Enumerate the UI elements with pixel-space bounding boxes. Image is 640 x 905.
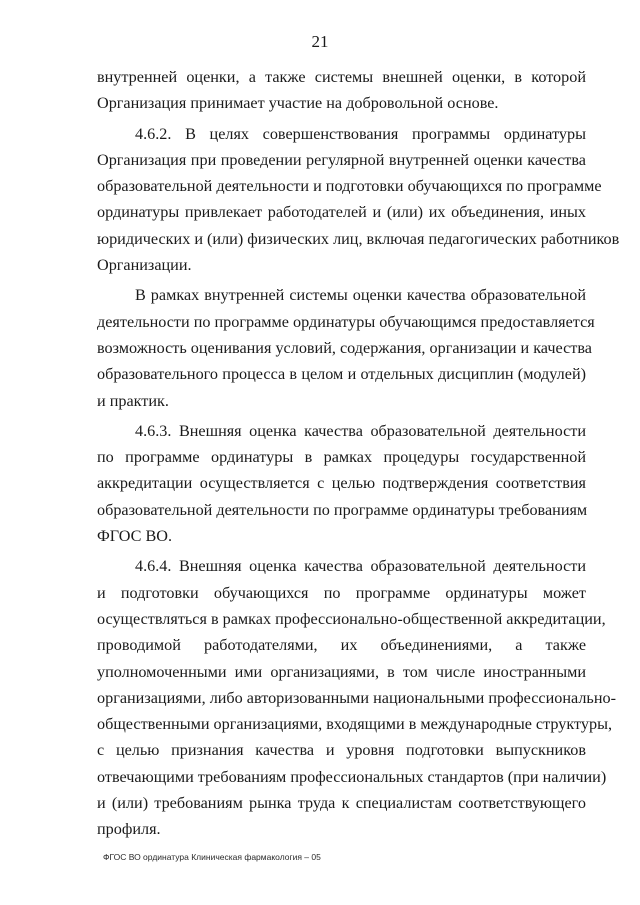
text-line: ФГОС ВО.: [97, 527, 173, 546]
text-line: 4.6.2. В целях совершенствования программы ординатуры: [135, 124, 586, 143]
document-body: [97, 64, 620, 843]
text-line: В рамках внутренней системы оценки качества образовательной: [135, 286, 586, 305]
text-line: осуществляться в рамках профессионально-общественной аккредитации,: [97, 609, 606, 628]
text-line: отвечающими требованиям профессиональных стандартов (при наличии): [97, 767, 607, 786]
text-line: проводимой работодателями, их объединениями, а также: [97, 636, 586, 655]
text-line: уполномоченными ими организациями, в том числе иностранными: [97, 662, 586, 681]
paragraph: [97, 64, 586, 117]
text-line: общественными организациями, входящими в международные структуры,: [97, 715, 612, 734]
text-line: образовательной деятельности по программе ординатуры требованиям: [97, 500, 588, 519]
text-line: и подготовки обучающихся по программе ординатуры может: [97, 583, 586, 602]
page-footer: ФГОС ВО ординатура Клиническая фармакология – 05: [103, 852, 321, 862]
text-line: образовательной деятельности и подготовки обучающихся по программе: [97, 177, 602, 196]
text-line: с целью признания качества и уровня подготовки выпускников: [97, 741, 586, 760]
text-line: Организация принимает участие на добровольной основе.: [97, 94, 499, 113]
text-line: Организации.: [97, 256, 192, 275]
text-line: ординатуры привлекает работодателей и (или) их объединения, иных: [97, 203, 586, 222]
text-line: по программе ординатуры в рамках процедуры государственной: [97, 448, 586, 467]
text-line: 4.6.3. Внешняя оценка качества образовательной деятельности: [135, 421, 586, 440]
text-line: и (или) требованиям рынка труда к специалистам соответствующего: [97, 794, 586, 813]
text-line: аккредитации осуществляется с целью подтверждения соответствия: [97, 474, 586, 493]
text-line: организациями, либо авторизованными национальными профессионально-: [97, 688, 616, 707]
paragraph: [97, 282, 595, 413]
text-line: внутренней оценки, а также системы внешней оценки, в которой: [97, 68, 586, 86]
paragraph-4-6-2: [97, 121, 620, 279]
text-line: образовательного процесса в целом и отдельных дисциплин (модулей): [97, 365, 586, 384]
text-line: и практик.: [97, 391, 169, 410]
text-line: Организация при проведении регулярной внутренней оценки качества: [97, 150, 586, 169]
text-line: деятельности по программе ординатуры обучающимся предоставляется: [97, 312, 595, 331]
text-line: 4.6.4. Внешняя оценка качества образовательной деятельности: [135, 557, 586, 576]
text-line: юридических и (или) физических лиц, включая педагогических работников: [97, 229, 620, 248]
paragraph-4-6-4: [97, 553, 616, 842]
paragraph-4-6-3: [97, 418, 586, 549]
text-line: возможность оценивания условий, содержания, организации и качества: [97, 338, 592, 357]
text-line: профиля.: [97, 820, 161, 839]
page-number: 21: [311, 32, 329, 51]
